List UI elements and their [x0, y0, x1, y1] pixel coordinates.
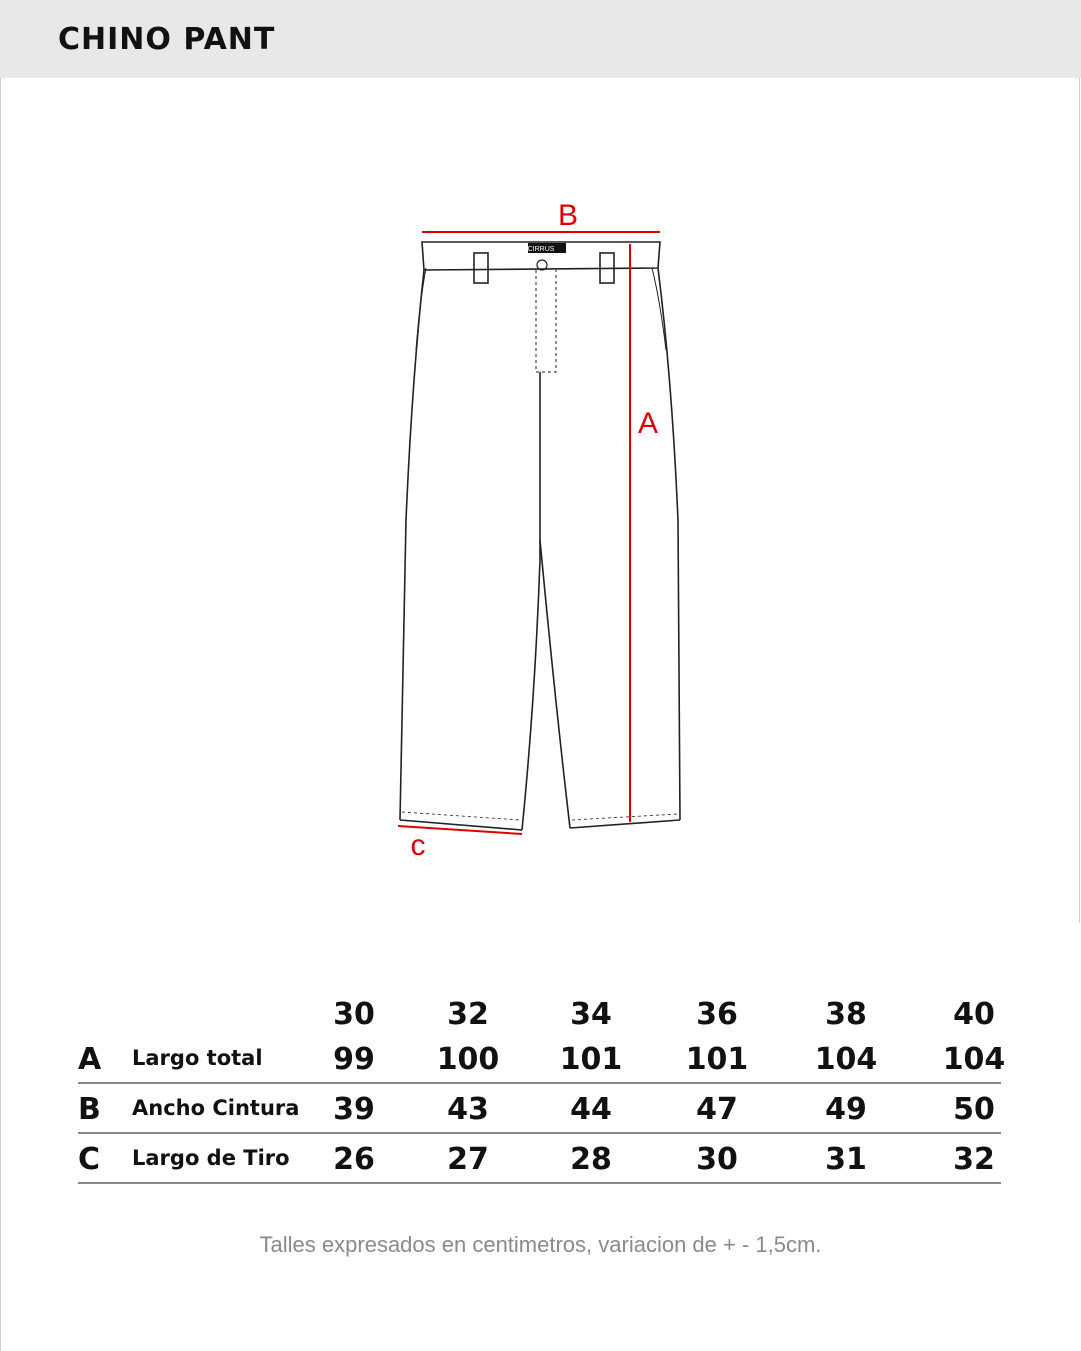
- measure-label-c: c: [410, 829, 426, 862]
- table-cell: 104: [942, 1042, 1006, 1077]
- size-header: 40: [953, 997, 995, 1032]
- footnote: Talles expresados en centimetros, variacion de + - 1,5cm.: [259, 1232, 822, 1257]
- svg-text:CIRRUS: CIRRUS: [527, 246, 555, 253]
- table-cell: 99: [333, 1042, 375, 1077]
- size-header: 32: [447, 997, 489, 1032]
- row-label: Ancho Cintura: [132, 1096, 300, 1120]
- size-header: 30: [333, 997, 375, 1032]
- row-label: Largo total: [132, 1046, 263, 1070]
- row-label: Largo de Tiro: [132, 1146, 290, 1170]
- row-letter: C: [78, 1142, 101, 1177]
- size-header: 34: [570, 997, 612, 1032]
- table-cell: 104: [814, 1042, 878, 1077]
- table-cell: 101: [685, 1042, 749, 1077]
- table-row: [78, 1138, 1001, 1184]
- row-divider: [78, 1182, 1001, 1184]
- table-row: [78, 1038, 1006, 1084]
- table-cell: 47: [696, 1092, 738, 1127]
- brand-tag: [528, 243, 566, 253]
- size-header: 36: [696, 997, 738, 1032]
- table-cell: 28: [570, 1142, 612, 1177]
- table-cell: 50: [953, 1092, 995, 1127]
- measure-label-b: B: [557, 199, 579, 232]
- table-cell: 31: [825, 1142, 867, 1177]
- table-cell: 32: [953, 1142, 995, 1177]
- table-row: [78, 1088, 1001, 1134]
- row-divider: [78, 1082, 1001, 1084]
- table-cell: 49: [825, 1092, 867, 1127]
- table-cell: 43: [447, 1092, 489, 1127]
- table-cell: 30: [696, 1142, 738, 1177]
- table-cell: 39: [333, 1092, 375, 1127]
- pant-outline: [400, 242, 680, 830]
- table-cell: 44: [570, 1092, 612, 1127]
- table-cell: 101: [559, 1042, 623, 1077]
- table-cell: 26: [333, 1142, 375, 1177]
- page-title: CHINO PANT: [58, 22, 276, 57]
- table-cell: 27: [447, 1142, 489, 1177]
- table-cell: 100: [436, 1042, 500, 1077]
- size-header: 38: [825, 997, 867, 1032]
- row-divider: [78, 1132, 1001, 1134]
- measure-label-a: A: [637, 407, 659, 440]
- row-letter: A: [78, 1042, 102, 1077]
- row-letter: B: [78, 1092, 101, 1127]
